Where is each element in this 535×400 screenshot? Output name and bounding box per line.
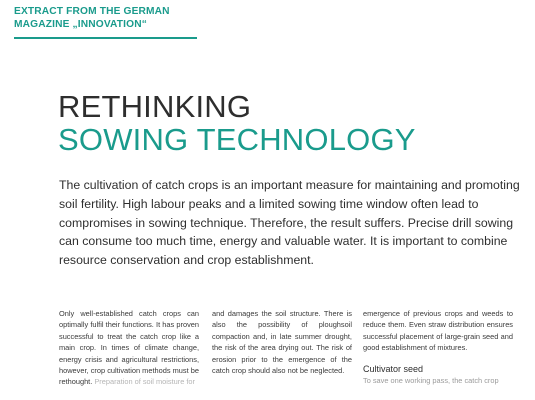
- column-3-subheading: Cultivator seed: [363, 363, 424, 374]
- kicker-line-1: EXTRACT FROM THE GERMAN: [14, 6, 170, 17]
- kicker-line-2: MAGAZINE „INNOVATION“: [14, 19, 147, 30]
- column-1-body: Only well-established catch crops can optimally fulfil their functions. It has proven successful to treat the catch crop like a main crop. In times of climate change, energy crisis and agricultural restrictions, however, crop cultivation methods must be rethought.: [59, 309, 199, 387]
- magazine-kicker: [14, 5, 214, 31]
- body-column-3: [363, 308, 513, 400]
- kicker-divider: [14, 37, 197, 39]
- column-3-cutoff: To save one working pass, the catch crop: [363, 375, 499, 385]
- body-column-2: [212, 308, 352, 400]
- title-line-1: RETHINKING: [58, 89, 252, 124]
- column-3-text: emergence of previous crops and weeds to reduce them. Even straw distribution ensures successful placement of large-grain seed and good establishment of mixtures.: [363, 309, 513, 353]
- title-line-2: SOWING TECHNOLOGY: [58, 122, 416, 157]
- column-1-text: [59, 308, 199, 388]
- column-2-text: and damages the soil structure. There is also the possibility of ploughsoil compaction and, in late summer drought, the risk of the area drying out. The risk of erosion prior to the emergence of the catch crop should also not be neglected.: [212, 309, 352, 376]
- lead-paragraph: The cultivation of catch crops is an important measure for maintaining and promoting soil fertility. High labour peaks and a limited sowing time window often lead to compromises in sowing technique. Therefore, the result suffers. Precise drill sowing can consume too much time, energy and valuable water. It is important to combine resource conservation and crop establishment.: [59, 178, 520, 268]
- article-title: [58, 90, 416, 156]
- body-column-1: [59, 308, 199, 400]
- column-1-cutoff: Preparation of soil moisture for: [94, 377, 195, 387]
